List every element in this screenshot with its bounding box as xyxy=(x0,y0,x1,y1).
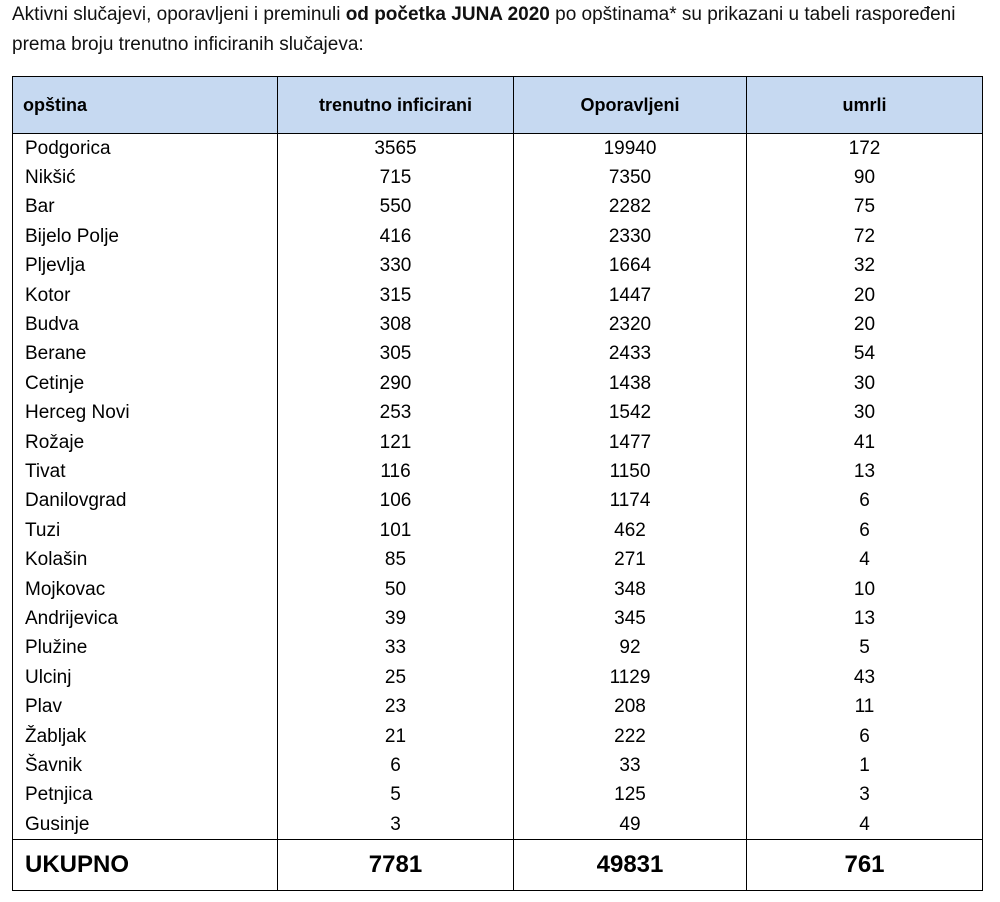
infected-cell: 85 xyxy=(278,545,514,574)
infected-cell: 21 xyxy=(278,722,514,751)
header-oporavljeni: Oporavljeni xyxy=(514,77,747,134)
recovered-cell: 1477 xyxy=(514,428,747,457)
infected-cell: 715 xyxy=(278,163,514,192)
infected-cell: 305 xyxy=(278,340,514,369)
table-body xyxy=(13,134,983,840)
deaths-cell: 6 xyxy=(747,487,983,516)
municipality-cell: Nikšić xyxy=(13,163,278,192)
recovered-cell: 2330 xyxy=(514,222,747,251)
header-trenutno-inficirani: trenutno inficirani xyxy=(278,77,514,134)
deaths-cell: 54 xyxy=(747,340,983,369)
recovered-cell: 1664 xyxy=(514,252,747,281)
recovered-cell: 49 xyxy=(514,810,747,840)
deaths-cell: 90 xyxy=(747,163,983,192)
deaths-cell: 20 xyxy=(747,281,983,310)
infected-cell: 23 xyxy=(278,692,514,721)
infected-cell: 5 xyxy=(278,781,514,810)
recovered-cell: 7350 xyxy=(514,163,747,192)
table-row xyxy=(13,457,983,486)
table-row xyxy=(13,634,983,663)
recovered-cell: 462 xyxy=(514,516,747,545)
deaths-cell: 1 xyxy=(747,751,983,780)
recovered-cell: 348 xyxy=(514,575,747,604)
header-umrli: umrli xyxy=(747,77,983,134)
municipality-cell: Berane xyxy=(13,340,278,369)
total-row xyxy=(13,840,983,891)
municipality-cell: Kolašin xyxy=(13,545,278,574)
deaths-cell: 3 xyxy=(747,781,983,810)
municipality-cell: Bar xyxy=(13,193,278,222)
recovered-cell: 345 xyxy=(514,604,747,633)
intro-part2: po opštinama* su prikazani u tabeli raspoređeni prema broju trenutno inficiranih slučajeva: xyxy=(12,4,956,55)
table-row xyxy=(13,604,983,633)
table-row xyxy=(13,516,983,545)
total-label: UKUPNO xyxy=(13,840,278,891)
recovered-cell: 125 xyxy=(514,781,747,810)
infected-cell: 315 xyxy=(278,281,514,310)
deaths-cell: 13 xyxy=(747,457,983,486)
recovered-cell: 92 xyxy=(514,634,747,663)
deaths-cell: 20 xyxy=(747,310,983,339)
table-row xyxy=(13,252,983,281)
infected-cell: 330 xyxy=(278,252,514,281)
deaths-cell: 5 xyxy=(747,634,983,663)
deaths-cell: 4 xyxy=(747,545,983,574)
recovered-cell: 1129 xyxy=(514,663,747,692)
intro-part1: Aktivni slučajevi, oporavljeni i preminuli xyxy=(12,4,346,25)
municipality-cell: Rožaje xyxy=(13,428,278,457)
table-row xyxy=(13,663,983,692)
municipality-cell: Pljevlja xyxy=(13,252,278,281)
recovered-cell: 1438 xyxy=(514,369,747,398)
recovered-cell: 271 xyxy=(514,545,747,574)
total-infected: 7781 xyxy=(278,840,514,891)
recovered-cell: 1174 xyxy=(514,487,747,516)
table-row xyxy=(13,193,983,222)
municipality-cell: Plav xyxy=(13,692,278,721)
infected-cell: 116 xyxy=(278,457,514,486)
municipality-cell: Petnjica xyxy=(13,781,278,810)
deaths-cell: 72 xyxy=(747,222,983,251)
deaths-cell: 172 xyxy=(747,134,983,164)
infected-cell: 39 xyxy=(278,604,514,633)
municipality-cell: Andrijevica xyxy=(13,604,278,633)
table-row xyxy=(13,545,983,574)
municipality-cell: Šavnik xyxy=(13,751,278,780)
municipality-cell: Žabljak xyxy=(13,722,278,751)
deaths-cell: 13 xyxy=(747,604,983,633)
infected-cell: 6 xyxy=(278,751,514,780)
table-row xyxy=(13,751,983,780)
recovered-cell: 1447 xyxy=(514,281,747,310)
header-row xyxy=(13,77,983,134)
deaths-cell: 4 xyxy=(747,810,983,840)
infected-cell: 3 xyxy=(278,810,514,840)
recovered-cell: 2320 xyxy=(514,310,747,339)
deaths-cell: 30 xyxy=(747,399,983,428)
infected-cell: 550 xyxy=(278,193,514,222)
municipality-cell: Herceg Novi xyxy=(13,399,278,428)
table-row xyxy=(13,222,983,251)
deaths-cell: 30 xyxy=(747,369,983,398)
deaths-cell: 6 xyxy=(747,722,983,751)
table-row xyxy=(13,810,983,840)
recovered-cell: 1150 xyxy=(514,457,747,486)
recovered-cell: 2433 xyxy=(514,340,747,369)
deaths-cell: 41 xyxy=(747,428,983,457)
deaths-cell: 32 xyxy=(747,252,983,281)
municipality-cell: Kotor xyxy=(13,281,278,310)
table-row xyxy=(13,487,983,516)
table-row xyxy=(13,163,983,192)
infected-cell: 121 xyxy=(278,428,514,457)
municipality-cell: Podgorica xyxy=(13,134,278,164)
deaths-cell: 11 xyxy=(747,692,983,721)
recovered-cell: 19940 xyxy=(514,134,747,164)
municipality-cell: Tivat xyxy=(13,457,278,486)
table-row xyxy=(13,134,983,164)
total-deaths: 761 xyxy=(747,840,983,891)
table-row xyxy=(13,575,983,604)
intro-bold: od početka JUNA 2020 xyxy=(345,4,550,25)
infected-cell: 3565 xyxy=(278,134,514,164)
infected-cell: 416 xyxy=(278,222,514,251)
deaths-cell: 75 xyxy=(747,193,983,222)
recovered-cell: 208 xyxy=(514,692,747,721)
infected-cell: 25 xyxy=(278,663,514,692)
municipality-cell: Bijelo Polje xyxy=(13,222,278,251)
table-row xyxy=(13,281,983,310)
recovered-cell: 33 xyxy=(514,751,747,780)
header-opstina: opština xyxy=(13,77,278,134)
table-row xyxy=(13,369,983,398)
municipality-cell: Gusinje xyxy=(13,810,278,840)
infected-cell: 253 xyxy=(278,399,514,428)
deaths-cell: 43 xyxy=(747,663,983,692)
municipality-cell: Ulcinj xyxy=(13,663,278,692)
infected-cell: 290 xyxy=(278,369,514,398)
municipality-cell: Budva xyxy=(13,310,278,339)
municipality-cell: Tuzi xyxy=(13,516,278,545)
municipality-cell: Plužine xyxy=(13,634,278,663)
table-row xyxy=(13,340,983,369)
recovered-cell: 222 xyxy=(514,722,747,751)
infected-cell: 33 xyxy=(278,634,514,663)
infected-cell: 308 xyxy=(278,310,514,339)
municipality-cell: Mojkovac xyxy=(13,575,278,604)
infected-cell: 50 xyxy=(278,575,514,604)
table-row xyxy=(13,399,983,428)
infected-cell: 101 xyxy=(278,516,514,545)
table-row xyxy=(13,722,983,751)
infected-cell: 106 xyxy=(278,487,514,516)
recovered-cell: 1542 xyxy=(514,399,747,428)
municipality-cell: Danilovgrad xyxy=(13,487,278,516)
deaths-cell: 6 xyxy=(747,516,983,545)
table-row xyxy=(13,310,983,339)
intro-text xyxy=(12,0,992,60)
recovered-cell: 2282 xyxy=(514,193,747,222)
deaths-cell: 10 xyxy=(747,575,983,604)
total-recovered: 49831 xyxy=(514,840,747,891)
table-row xyxy=(13,781,983,810)
table-row xyxy=(13,428,983,457)
table-row xyxy=(13,692,983,721)
covid-municipality-table xyxy=(12,76,983,891)
municipality-cell: Cetinje xyxy=(13,369,278,398)
